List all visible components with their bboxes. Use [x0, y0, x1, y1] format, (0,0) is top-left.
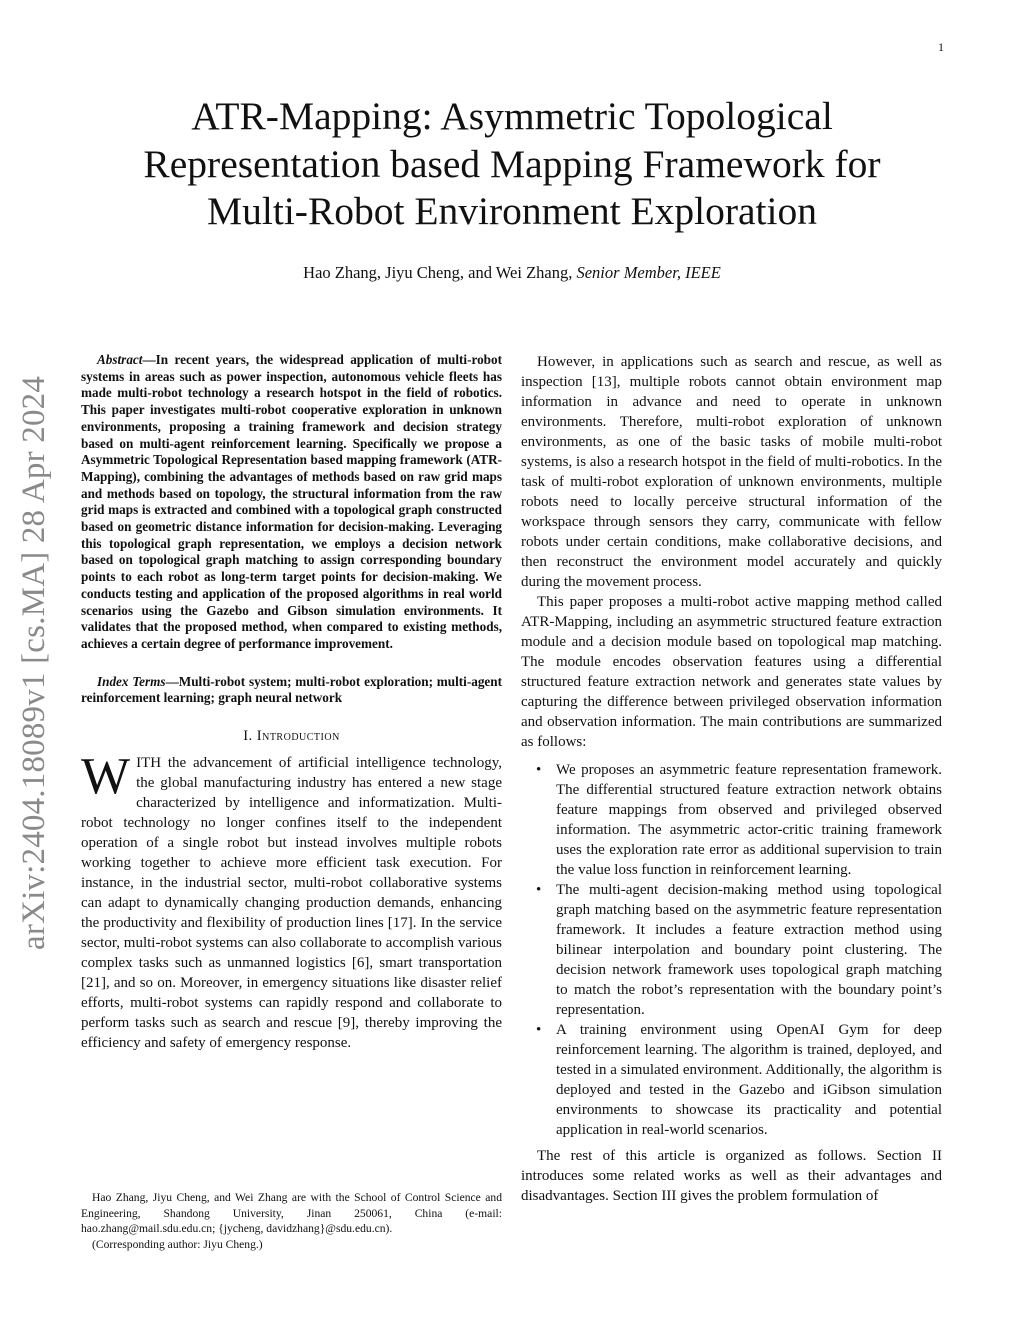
paper-title	[112, 93, 912, 236]
author-membership: Senior Member, IEEE	[576, 263, 721, 282]
index-terms	[81, 674, 502, 707]
list-item	[521, 880, 942, 1020]
section-heading-introduction: I. Introduction	[243, 728, 340, 745]
list-item-text: We proposes an asymmetric feature representation framework. The differential structured feature extraction network obtains feature mappings from observed and privileged observed information. The asymmetric actor-critic training framework uses the exploration rate error as additional supervision to train the value loss function in reinforcement learning.	[556, 762, 942, 878]
list-item	[521, 760, 942, 880]
title-line-3: Multi-Robot Environment Exploration	[207, 189, 817, 233]
index-terms-text: —Multi-robot system; multi-robot exploration; multi-agent reinforcement learning; graph neural network	[81, 673, 502, 706]
author-names: Hao Zhang, Jiyu Cheng, and Wei Zhang,	[303, 263, 577, 282]
introduction-text: ITH the advancement of artificial intelligence technology, the global manufacturing industry has entered a new stage characterized by intelligence and informatization. Multi-robot technology no longer confines itself to the independent operation of a single robot but instead involves multiple robots working together to achieve more efficient task execution. For instance, in the industrial sector, multi-robot collaborative systems can adapt to dynamically changing production demands, enhancing the productivity and flexibility of production lines [17]. In the service sector, multi-robot systems can also collaborate to accomplish various complex tasks such as unmanned logistics [6], smart transportation [21], and so on. Moreover, in emergency situations like disaster relief efforts, multi-robot systems can rapidly respond and collaborate to perform tasks such as search and rescue [9], thereby improving the efficiency and safety of emergency response.	[81, 755, 502, 1052]
index-terms-label: Index Terms	[97, 673, 166, 689]
list-item-text: The multi-agent decision-making method using topological graph matching based on the asymmetric feature representation framework. It includes a feature extraction method using bilinear interpolation and boundary point clustering. The decision network framework uses topological graph matching to match the robot’s representation with the boundary point’s representation.	[556, 882, 942, 1018]
introduction-paragraph	[81, 748, 502, 1053]
bullet-icon: •	[536, 882, 542, 898]
abstract	[81, 352, 502, 653]
body-paragraph-3: The rest of this article is organized as follows. Section II introduces some related works as well as their advantages and disadvantages. Section III gives the problem formulation of	[521, 1148, 942, 1204]
author-footnote	[81, 1190, 502, 1253]
title-line-2: Representation based Mapping Framework for	[143, 141, 881, 186]
bullet-icon: •	[536, 1022, 542, 1038]
drop-cap: W	[81, 748, 131, 806]
abstract-text: —In recent years, the widespread application of multi-robot systems in areas such as power inspection, autonomous vehicle fleets has made multi-robot technology a research hotspot in the field of robotics. This paper investigates multi-robot cooperative exploration in unknown environments, proposing a training framework and decision strategy based on multi-agent reinforcement learning. Specifically we propose a Asymmetric Topological Representation based mapping framework (ATR-Mapping), combining the advantages of methods based on raw grid maps and methods based on topology, the structural information from the raw grid maps is extracted and combined with a topological graph constructed based on geometric distance information for decision-making. Leveraging this topological graph representation, we employs a decision network based on topological graph matching to assign corresponding boundary points to each robot as long-term target points for decision-making. We conducts testing and application of the proposed algorithms in real world scenarios using the Gazebo and Gibson simulation environments. It validates that the proposed method, when compared to existing methods, achieves a certain degree of performance improvement.	[81, 352, 502, 651]
abstract-label: Abstract	[97, 352, 143, 367]
body-paragraph-2: This paper proposes a multi-robot active mapping method called ATR-Mapping, including an asymmetric structured feature extraction module and a decision module based on topological map matching. The module encodes observation features using a differential structured feature extraction network and generates state values by capturing the difference between privileged observation information and observation information. The main contributions are summarized as follows:	[521, 594, 942, 750]
footnote-corresponding-author: (Corresponding author: Jiyu Cheng.)	[92, 1238, 263, 1252]
contributions-list	[521, 760, 942, 1140]
author-line	[112, 263, 912, 283]
list-item	[521, 1020, 942, 1140]
right-column	[521, 352, 942, 1206]
list-item-text: A training environment using OpenAI Gym for deep reinforcement learning. The algorithm is trained, deployed, and tested in a simulated environment. Additionally, the algorithm is deployed and tested in the Gazebo and iGibson simulation environments to showcase its practicality and potential application in real-world scenarios.	[556, 1022, 942, 1138]
footnote-affiliation: Hao Zhang, Jiyu Cheng, and Wei Zhang are with the School of Control Science and Engineering, Shandong University, Jinan 250061, China (e-mail: hao.zhang@mail.sdu.edu.cn; {jycheng, davidzhang}@sdu.edu.cn).	[81, 1191, 502, 1236]
body-paragraph-1: However, in applications such as search and rescue, as well as inspection [13], multiple robots cannot obtain environment map information in advance and need to operate in unknown environments. Therefore, multi-robot exploration of unknown environments, as one of the basic tasks of mobile multi-robot systems, is also a research hotspot in the field of multi-robotics. In the task of multi-robot exploration of unknown environments, multiple robots need to locally perceive structural information of the workspace through sensors they carry, communicate with fellow robots under certain conditions, make collaborative decisions, and then reconstruct the environment model accurately and quickly during the movement process.	[521, 354, 942, 590]
title-line-1: ATR-Mapping: Asymmetric Topological	[191, 94, 833, 138]
page-number: 1	[938, 40, 944, 54]
bullet-icon: •	[536, 762, 542, 778]
left-column	[81, 352, 502, 1053]
arxiv-identifier-stamp[interactable]: arXiv:2404.18089v1 [cs.MA] 28 Apr 2024	[16, 375, 52, 950]
